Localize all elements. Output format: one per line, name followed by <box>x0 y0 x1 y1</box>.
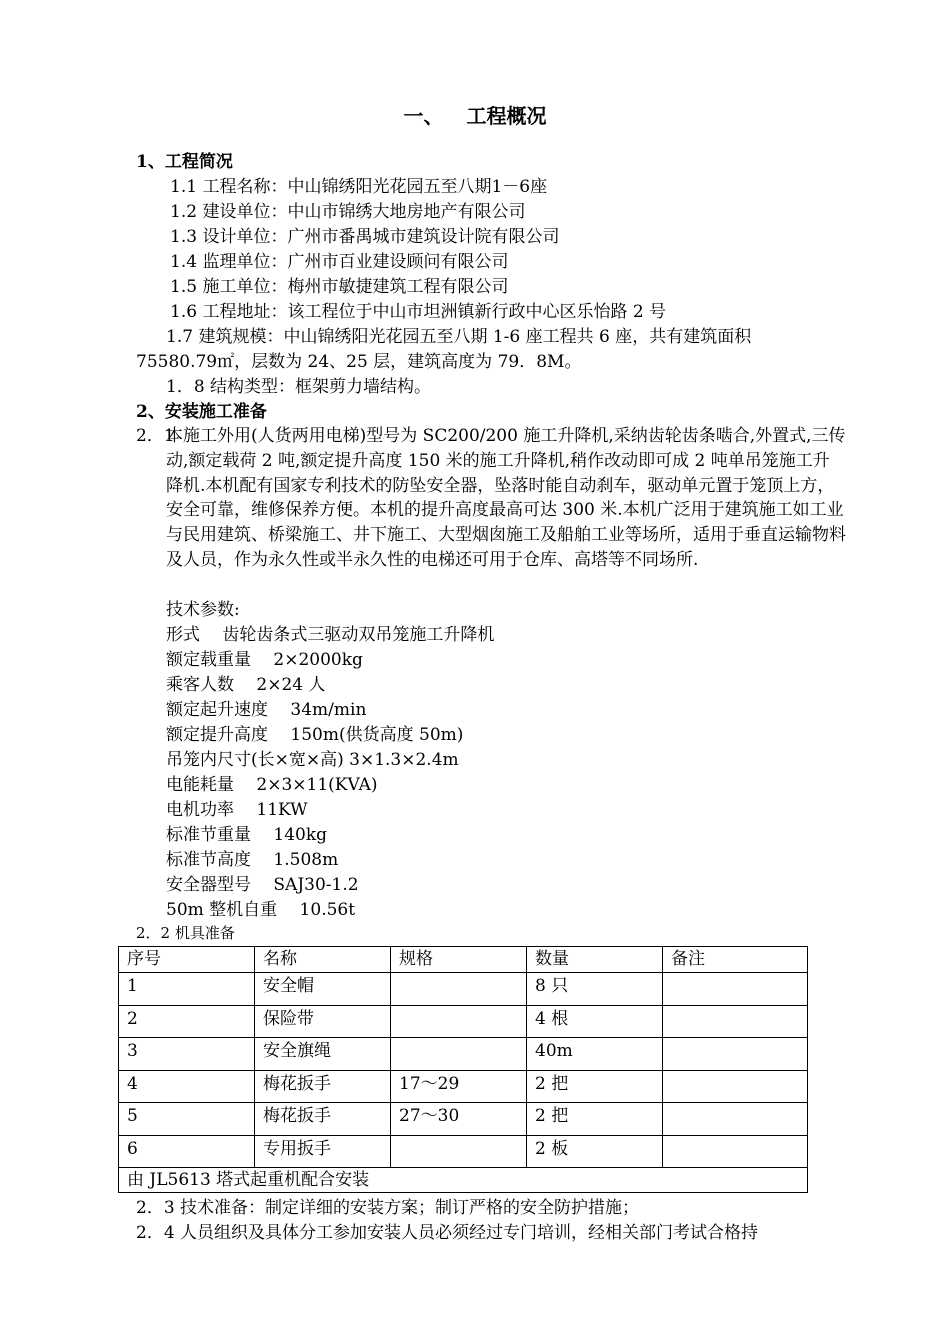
section-heading-preparation: 2、安装施工准备 <box>136 402 267 422</box>
contractor-line: 1.5 施工单位：梅州市敏捷建筑工程有限公司 <box>170 277 509 297</box>
table-header-cell: 名称 <box>255 947 391 973</box>
table-cell: 专用扳手 <box>255 1135 391 1168</box>
paragraph-number-2-1: 2．1 <box>136 426 175 446</box>
table-cell <box>663 1135 808 1168</box>
param-line: 额定载重量 2×2000kg <box>166 650 363 670</box>
table-row <box>119 1038 808 1071</box>
table-cell: 2 把 <box>527 1070 663 1103</box>
client-line: 1.2 建设单位：中山市锦绣大地房地产有限公司 <box>170 202 526 222</box>
table-cell <box>391 1038 527 1071</box>
table-cell <box>663 1103 808 1136</box>
tools-table <box>118 946 808 1193</box>
tools-heading: 2．2 机具准备 <box>136 924 235 942</box>
table-row <box>119 1135 808 1168</box>
table-header-cell: 序号 <box>119 947 255 973</box>
section-heading-overview: 1、工程简况 <box>136 152 233 172</box>
param-line: 电机功率 11KW <box>166 800 308 820</box>
param-line: 额定起升速度 34m/min <box>166 700 367 720</box>
table-cell: 3 <box>119 1038 255 1071</box>
param-line: 形式 齿轮齿条式三驱动双吊笼施工升降机 <box>166 625 495 645</box>
table-header-cell: 规格 <box>391 947 527 973</box>
table-row <box>119 1005 808 1038</box>
table-cell: 安全旗绳 <box>255 1038 391 1071</box>
tech-prep-line: 2．3 技术准备：制定详细的安装方案；制订严格的安全防护措施； <box>136 1198 640 1218</box>
table-cell: 5 <box>119 1103 255 1136</box>
table-row <box>119 1103 808 1136</box>
table-cell: 17～29 <box>391 1070 527 1103</box>
table-cell: 4 <box>119 1070 255 1103</box>
table-cell <box>391 973 527 1006</box>
tech-params-heading: 技术参数: <box>166 600 240 620</box>
scale-line-2: 75580.79㎡，层数为 24、25 层，建筑高度为 79．8M。 <box>136 352 582 372</box>
param-line: 安全器型号 SAJ30-1.2 <box>166 875 359 895</box>
table-cell: 6 <box>119 1135 255 1168</box>
table-cell: 2 板 <box>527 1135 663 1168</box>
structure-type-line: 1．8 结构类型：框架剪力墙结构。 <box>166 377 432 397</box>
table-header-row <box>119 947 808 973</box>
page-title: 一、 工程概况 <box>403 104 547 128</box>
param-line: 乘客人数 2×24 人 <box>166 675 326 695</box>
table-row <box>119 1070 808 1103</box>
table-footer-note: 由 JL5613 塔式起重机配合安装 <box>119 1168 808 1193</box>
table-cell: 安全帽 <box>255 973 391 1006</box>
table-cell: 2 <box>119 1005 255 1038</box>
table-cell <box>663 973 808 1006</box>
table-cell: 2 把 <box>527 1103 663 1136</box>
table-cell: 40m <box>527 1038 663 1071</box>
staff-line: 2．4 人员组织及具体分工参加安装人员必须经过专门培训，经相关部门考试合格持 <box>136 1223 759 1243</box>
scale-line-1: 1.7 建筑规模：中山锦绣阳光花园五至八期 1-6 座工程共 6 座，共有建筑面积 <box>166 327 752 347</box>
table-cell: 8 只 <box>527 973 663 1006</box>
table-cell <box>663 1038 808 1071</box>
table-header-cell: 数量 <box>527 947 663 973</box>
table-cell: 27～30 <box>391 1103 527 1136</box>
param-line: 标准节重量 140kg <box>166 825 328 845</box>
table-cell <box>391 1135 527 1168</box>
supervisor-line: 1.4 监理单位：广州市百业建设顾问有限公司 <box>170 252 509 272</box>
table-cell: 保险带 <box>255 1005 391 1038</box>
param-line: 50m 整机自重 10.56t <box>166 900 356 920</box>
table-cell: 1 <box>119 973 255 1006</box>
table-footer-row <box>119 1168 808 1193</box>
elevator-description-paragraph: 本施工外用(人货两用电梯)型号为 SC200/200 施工升降机,采纳齿轮齿条啮合,外置式,三传动,额定载荷 2 吨,额定提升高度 150 米的施工升降机,稍作改动即可成 2 吨单吊笼施工升降机.本机配有国家专利技术的防坠安全器，坠落时能自动刹车，驱动单元置于笼顶上方，安全可靠，维修保养方便。本机的提升高度最高可达 300 米.本机广泛用于建筑施工如工业与民用建筑、桥梁施工、井下施工、大型烟囱施工及船舶工业等场所，适用于垂直运输物料及人员，作为永久性或半永久性的电梯还可用于仓库、高塔等不同场所. <box>166 426 846 570</box>
designer-line: 1.3 设计单位：广州市番禺城市建筑设计院有限公司 <box>170 227 560 247</box>
table-cell: 梅花扳手 <box>255 1103 391 1136</box>
address-line: 1.6 工程地址：该工程位于中山市坦洲镇新行政中心区乐怡路 2 号 <box>170 302 667 322</box>
param-line: 电能耗量 2×3×11(KVA) <box>166 775 378 795</box>
param-line: 吊笼内尺寸(长×宽×高) 3×1.3×2.4m <box>166 750 459 770</box>
project-name-line: 1.1 工程名称：中山锦绣阳光花园五至八期1－6座 <box>170 177 548 197</box>
param-line: 额定提升高度 150m(供货高度 50m) <box>166 725 464 745</box>
table-cell <box>663 1070 808 1103</box>
table-row <box>119 973 808 1006</box>
param-line: 标准节高度 1.508m <box>166 850 339 870</box>
table-cell: 梅花扳手 <box>255 1070 391 1103</box>
table-cell <box>663 1005 808 1038</box>
table-cell <box>391 1005 527 1038</box>
table-cell: 4 根 <box>527 1005 663 1038</box>
table-header-cell: 备注 <box>663 947 808 973</box>
